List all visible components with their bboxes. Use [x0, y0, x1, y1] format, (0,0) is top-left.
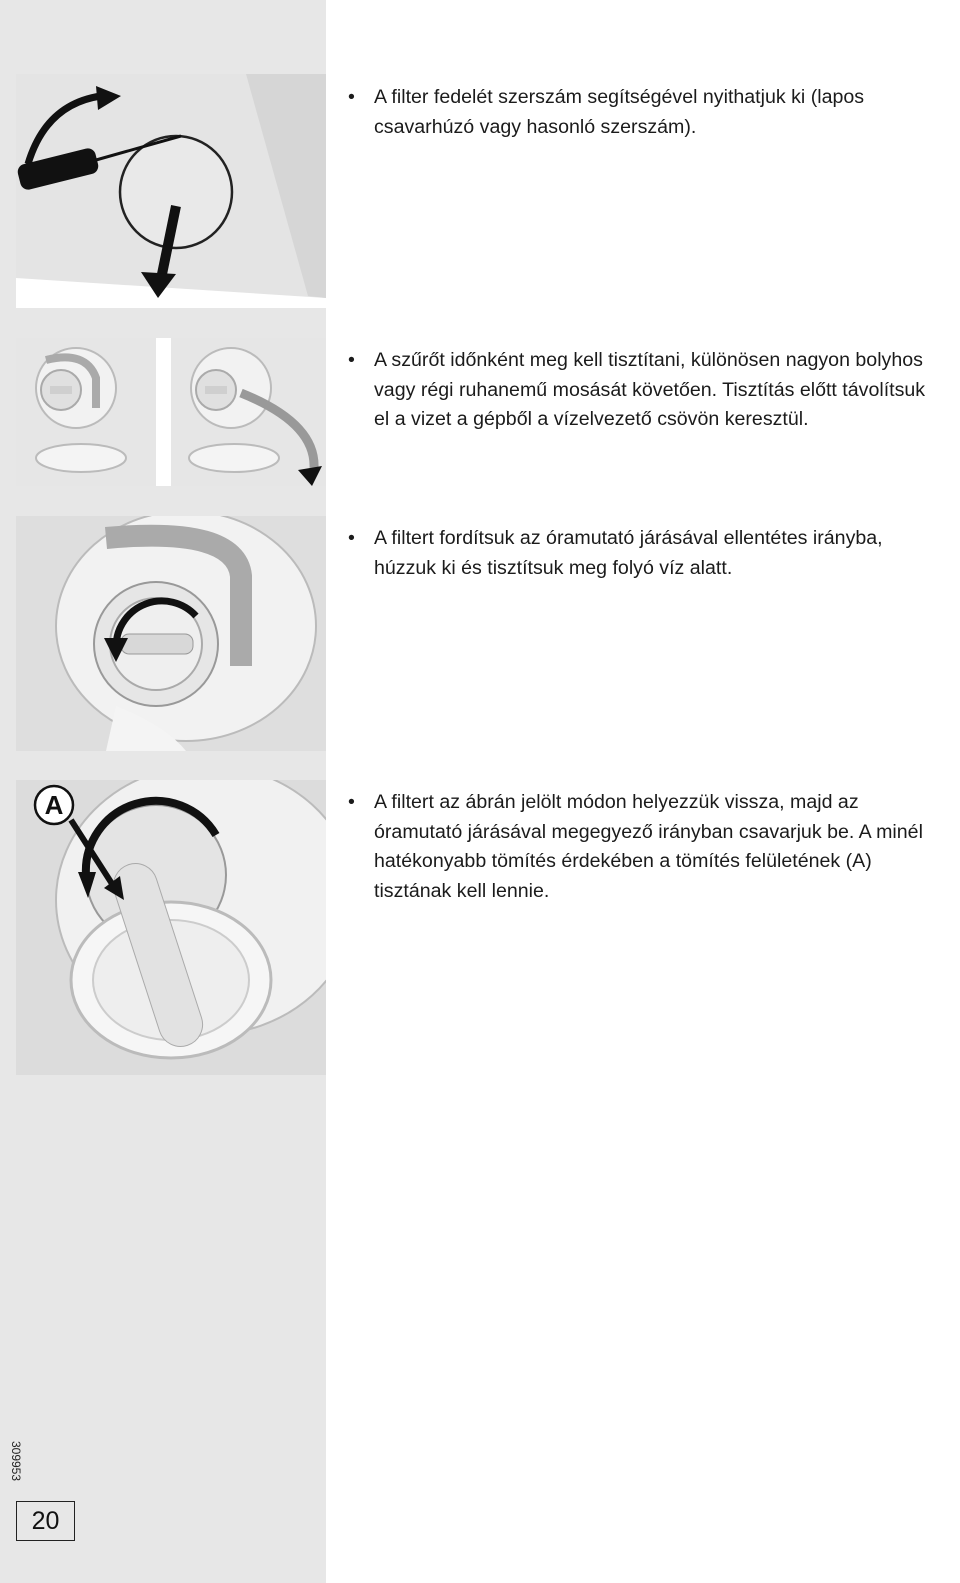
bullet: • — [348, 349, 355, 371]
step-1 — [348, 83, 943, 142]
figure-reinsert-filter — [16, 780, 326, 1075]
label-a: A — [44, 790, 64, 820]
reinsert-filter-illustration — [16, 780, 326, 1075]
step-text: A filtert az ábrán jelölt módon helyezzük vissza, majd az óramutató járásával megegyező irányban csavarjuk be. A minél hatékonyabb tömítés érdekében a tömítés felületének (A) tisztának kell lennie. — [374, 791, 923, 902]
open-cover-illustration — [16, 74, 326, 308]
step-text: A szűrőt időnként meg kell tisztítani, különösen nagyon bolyhos vagy régi ruhanemű mosását követően. Tisztítás előtt távolítsuk el a vizet a gépből a vízelvezető csövön keresztül. — [374, 349, 926, 430]
step-text: A filtert fordítsuk az óramutató járásával ellentétes irányba, húzzuk ki és tisztítsuk meg folyó víz alatt. — [374, 527, 883, 579]
drain-water-illustration — [16, 338, 326, 486]
step-2 — [348, 346, 943, 435]
step-4 — [348, 788, 943, 906]
step-3 — [348, 524, 943, 583]
figure-open-cover — [16, 74, 326, 308]
turn-filter-illustration — [16, 516, 326, 751]
page-number: 20 — [16, 1501, 75, 1541]
bullet: • — [348, 86, 355, 108]
step-text: A filter fedelét szerszám segítségével nyithatjuk ki (lapos csavarhúzó vagy hasonló szerszám). — [374, 86, 865, 138]
bullet: • — [348, 791, 355, 813]
document-code: 309953 — [9, 1440, 23, 1482]
figure-drain-water — [16, 338, 326, 486]
bullet: • — [348, 527, 355, 549]
figure-turn-filter — [16, 516, 326, 751]
